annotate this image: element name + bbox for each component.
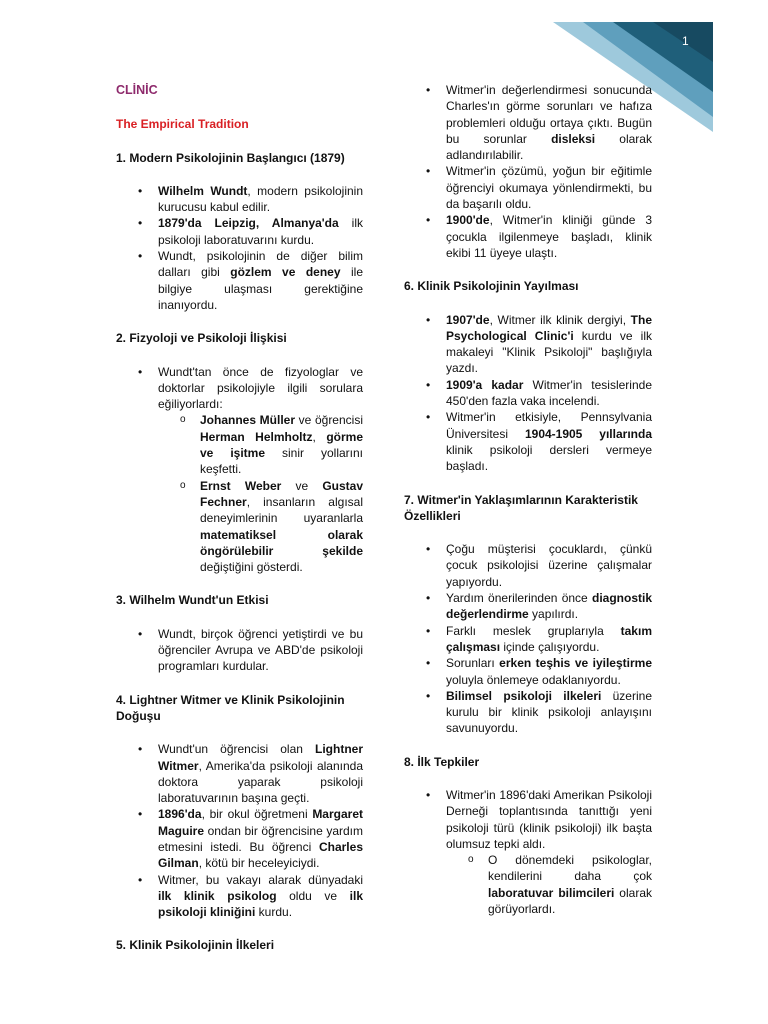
document-subtitle: The Empirical Tradition: [116, 117, 249, 132]
sub-list: [446, 852, 652, 917]
sub-list-item: o Ernst Weber ve Gustav Fechner, insanların algısal deneyimlerinin uyaranlarla matematiksel olarak öngörülebilir şekilde değiştiğini gösterdi.: [158, 478, 363, 576]
list-item: • Wundt, psikolojinin de diğer bilim dalları gibi gözlem ve deney ile bilgiye ulaşması gerektiğine inanıyordu.: [116, 248, 363, 313]
list-item: • Bilimsel psikoloji ilkeleri üzerine kurulu bir klinik psikoloji anlayışını savunuyordu.: [404, 688, 652, 737]
section-heading: 6. Klinik Psikolojinin Yayılması: [404, 279, 579, 294]
list-item: • Witmer'in değerlendirmesi sonucunda Charles'ın görme sorunları ve hafıza problemleri olduğu ortaya çıktı. Bugün bu sorunlar disleksi olarak adlandırılabilir.: [404, 82, 652, 163]
list-item: • Wilhelm Wundt, modern psikolojinin kurucusu kabul edilir.: [116, 183, 363, 216]
section-heading: 3. Wilhelm Wundt'un Etkisi: [116, 593, 269, 608]
section-heading: 2. Fizyoloji ve Psikoloji İlişkisi: [116, 331, 287, 346]
list-item: • Witmer, bu vakayı alarak dünyadaki ilk klinik psikolog oldu ve ilk psikoloji kliniğini kurdu.: [116, 872, 363, 921]
list-item: • Yardım önerilerinden önce diagnostik değerlendirme yapılırdı.: [404, 590, 652, 623]
list-item: • Wundt, birçok öğrenci yetiştirdi ve bu öğrenciler Avrupa ve ABD'de psikoloji programları kurdular.: [116, 626, 363, 675]
section-heading: 7. Witmer'in Yaklaşımlarının Karakteristik Özellikleri: [404, 492, 638, 523]
section-heading: 5. Klinik Psikolojinin İlkeleri: [116, 938, 275, 953]
bullet-list: [116, 183, 363, 313]
bullet-list: [116, 626, 363, 675]
list-item: • Wundt'tan önce de fizyologlar ve doktorlar psikolojiyle ilgili sorulara eğiliyorlardı: o Johannes Müller ve öğrencisi Herman Helmholtz, görme ve işitme sinir yollarını keşfetti. o Ernst Weber ve Gustav Fechner, insanların algısal deneyimlerinin uyaranlarla matematiksel olarak öngörülebilir şekilde değiştiğini gösterdi.: [116, 364, 363, 576]
list-item: • Çoğu müşterisi çocuklardı, çünkü çocuk psikolojisi üzerine çalışmalar yapıyordu.: [404, 541, 652, 590]
section-heading: 1. Modern Psikolojinin Başlangıcı (1879): [116, 150, 345, 165]
list-item: • Witmer'in çözümü, yoğun bir eğitimle öğrenciyi okumaya yönlendirmekti, bu da başarılı oldu.: [404, 163, 652, 212]
section-heading: 4. Lightner Witmer ve Klinik Psikolojinin Doğuşu: [116, 692, 345, 723]
list-item: • 1909'a kadar Witmer'in tesislerinde 450'den fazla vaka incelendi.: [404, 377, 652, 410]
list-item: • Sorunları erken teşhis ve iyileştirme yoluyla önlemeye odaklanıyordu.: [404, 655, 652, 688]
bullet-list: [404, 82, 652, 261]
page-number: 1: [682, 34, 689, 48]
bullet-list: [404, 787, 652, 917]
section-heading: 8. İlk Tepkiler: [404, 754, 480, 769]
bullet-list: [404, 541, 652, 737]
bullet-list: [404, 312, 652, 475]
list-item: • 1907'de, Witmer ilk klinik dergiyi, The Psychological Clinic'i kurdu ve ilk makaleyi "Klinik Psikoloji" başlığıyla yazdı.: [404, 312, 652, 377]
list-item: • 1896'da, bir okul öğretmeni Margaret Maguire ondan bir öğrencisine yardım etmesini istedi. Bu öğrenci Charles Gilman, kötü bir heceleyiciydi.: [116, 806, 363, 871]
right-column: [404, 82, 652, 934]
list-item: • Farklı meslek gruplarıyla takım çalışması içinde çalışıyordu.: [404, 623, 652, 656]
bullet-list: [116, 741, 363, 920]
left-column: [116, 82, 363, 971]
list-item: • Wundt'un öğrencisi olan Lightner Witmer, Amerika'da psikoloji alanında doktora yaparak psikoloji laboratuvarının başına geçti.: [116, 741, 363, 806]
list-item: • 1900'de, Witmer'in kliniği günde 3 çocukla ilgilenmeye başladı, klinik ekibi 11 üyeye ulaştı.: [404, 212, 652, 261]
bullet-list: [116, 364, 363, 576]
list-item: • Witmer'in etkisiyle, Pennsylvania Üniversitesi 1904-1905 yıllarında klinik psikoloji dersleri vermeye başladı.: [404, 409, 652, 474]
sub-list-item: o O dönemdeki psikologlar, kendilerini daha çok laboratuvar bilimcileri olarak görüyorlardı.: [446, 852, 652, 917]
list-item: • 1879'da Leipzig, Almanya'da ilk psikoloji laboratuvarını kurdu.: [116, 215, 363, 248]
sub-list-item: o Johannes Müller ve öğrencisi Herman Helmholtz, görme ve işitme sinir yollarını keşfetti.: [158, 412, 363, 477]
list-item: • Witmer'in 1896'daki Amerikan Psikoloji Derneği toplantısında tanıttığı yeni psikoloji türü (klinik psikoloji) ilk başta olumsuz tepki aldı. o O dönemdeki psikologlar, kendilerini daha çok laboratuvar bilimcileri olarak görüyorlardı.: [404, 787, 652, 917]
sub-list: [158, 412, 363, 575]
document-title: CLİNİC: [116, 83, 158, 97]
